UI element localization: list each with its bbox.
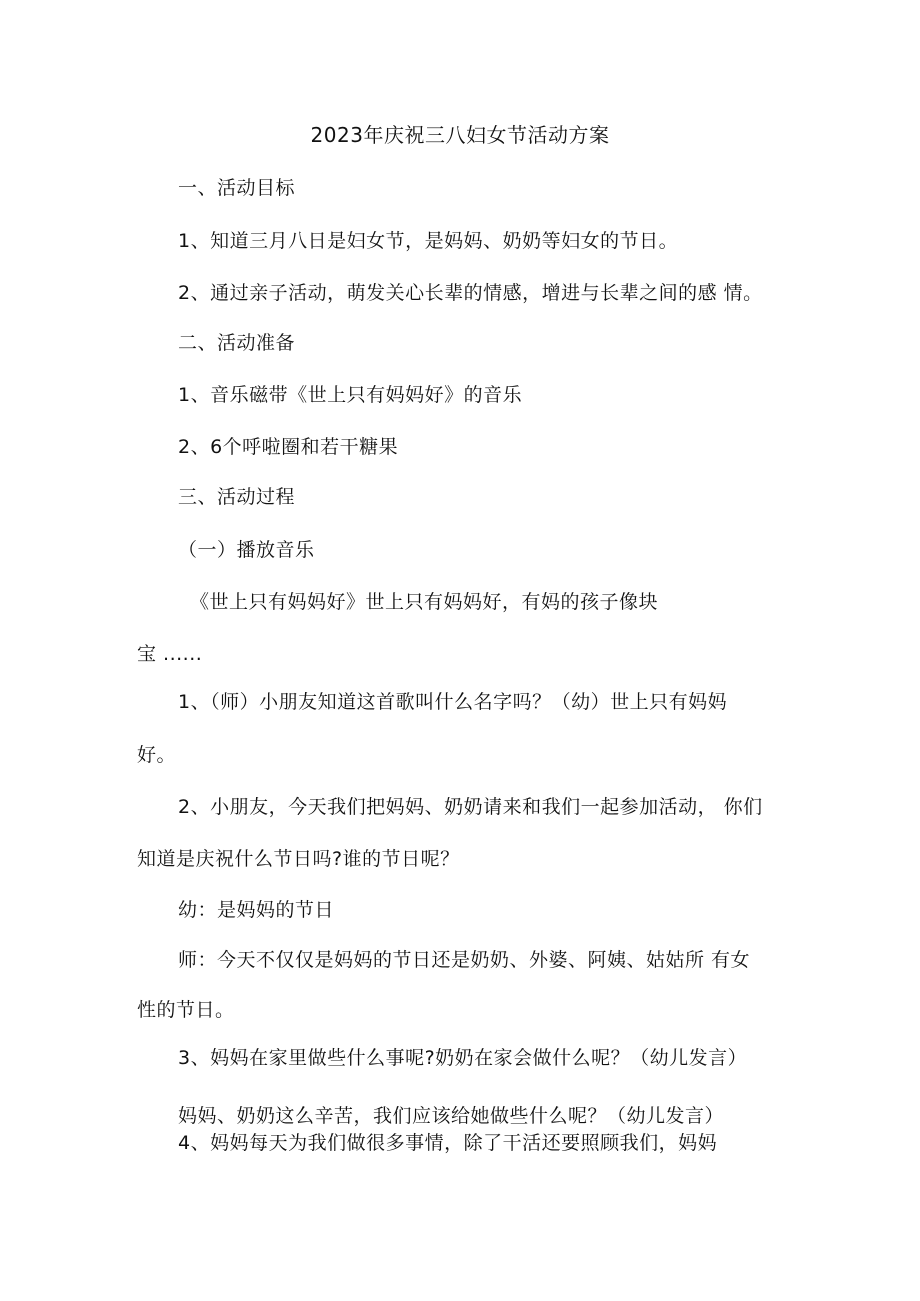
paragraph-line: 1、（师）小朋友知道这首歌叫什么名字吗？（幼）世上只有妈妈 xyxy=(178,691,728,713)
paragraph-line: 2、6个呼啦圈和若干糖果 xyxy=(178,436,399,458)
paragraph-line: 1、知道三月八日是妇女节，是妈妈、奶奶等妇女的节日。 xyxy=(178,230,679,252)
paragraph-line: 2、小朋友，今天我们把妈妈、奶奶请来和我们一起参加活动， 你们 xyxy=(178,796,763,818)
paragraph-line: 《世上只有妈妈好》世上只有妈妈好，有妈的孩子像块 xyxy=(190,591,659,613)
paragraph-line: 性的节日。 xyxy=(137,999,235,1021)
section-heading-process: 三、活动过程 xyxy=(178,486,296,508)
paragraph-line: 师：今天不仅仅是妈妈的节日还是奶奶、外婆、阿姨、姑姑所 有女 xyxy=(178,949,751,971)
paragraph-line: 好。 xyxy=(137,744,177,766)
subsection-heading: （一）播放音乐 xyxy=(178,539,315,561)
paragraph-line: 1、音乐磁带《世上只有妈妈好》的音乐 xyxy=(178,384,523,406)
paragraph-line: 妈妈、奶奶这么辛苦，我们应该给她做些什么呢？（幼儿发言） xyxy=(178,1105,725,1127)
document-title: 2023年庆祝三八妇女节活动方案 xyxy=(310,123,610,147)
paragraph-line: 3、妈妈在家里做些什么事呢?奶奶在家会做什么呢？（幼儿发言） xyxy=(178,1047,748,1069)
paragraph-line: 2、通过亲子活动，萌发关心长辈的情感，增进与长辈之间的感 情。 xyxy=(178,282,763,304)
paragraph-line: 幼：是妈妈的节日 xyxy=(178,899,335,921)
section-heading-goals: 一、活动目标 xyxy=(178,177,296,199)
paragraph-line: 知道是庆祝什么节日吗?谁的节日呢？ xyxy=(137,848,460,870)
paragraph-line: 宝 ...... xyxy=(137,643,203,665)
section-heading-preparation: 二、活动准备 xyxy=(178,332,296,354)
paragraph-line: 4、妈妈每天为我们做很多事情，除了干活还要照顾我们，妈妈 xyxy=(178,1132,718,1154)
